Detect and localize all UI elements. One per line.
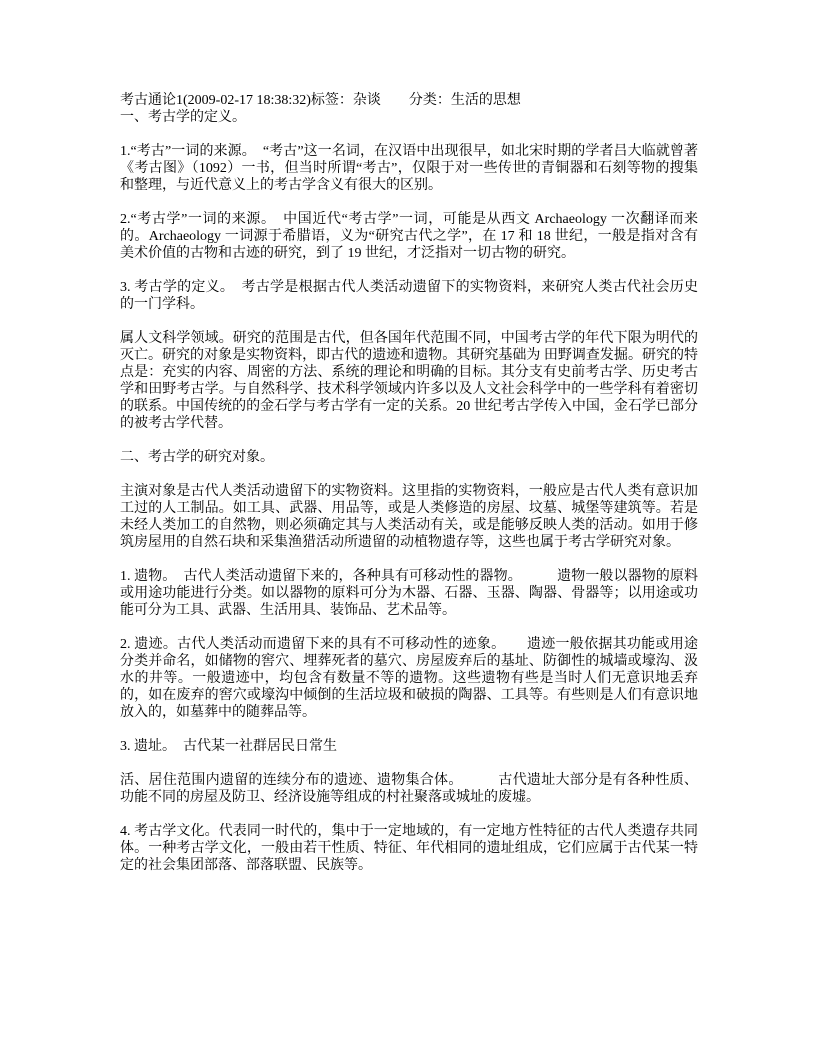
paragraph: 3. 遗址。 古代某一社群居民日常生 (120, 739, 337, 754)
paragraph: 2.“考古学”一词的来源。 中国近代“考古学”一词，可能是从西文 Archaeology 一次翻译而来的。Archaeology 一词源于希腊语，义为“研究古代之学”，在 17 和 18 世纪，一般是指对含有美术价值的古物和古迹的研究，到了 19 世纪，才泛指对一切古物的研究。 (120, 212, 698, 261)
section-heading: 一、考古学的定义。 (120, 110, 246, 125)
paragraph: 1. 遗物。 古代人类活动遗留下来的，各种具有可移动性的器物。 遗物一般以器物的原料或用途功能进行分类。如以器物的原料可分为木器、石器、玉器、陶器、骨器等；以用途或功能可分为工具、武器、生活用具、装饰品、艺术品等。 (120, 569, 698, 618)
section-heading: 二、考古学的研究对象。 (120, 450, 274, 465)
paragraph: 活、居住范围内遗留的连续分布的遗迹、遗物集合体。 古代遗址大部分是有各种性质、功能不同的房屋及防卫、经济设施等组成的村社聚落或城址的废墟。 (120, 773, 698, 805)
paragraph: 3. 考古学的定义。 考古学是根据古代人类活动遗留下的实物资料，来研究人类古代社会历史的一门学科。 (120, 280, 698, 312)
paragraph: 1.“考古”一词的来源。 “考古”这一名词，在汉语中出现很早，如北宋时期的学者吕大临就曾著《考古图》（1092）一书，但当时所谓“考古”，仅限于对一些传世的青铜器和石刻等物的搜集和整理，与近代意义上的考古学含义有很大的区别。 (120, 144, 698, 193)
paragraph: 主演对象是古代人类活动遗留下的实物资料。这里指的实物资料，一般应是古代人类有意识加工过的人工制品。如工具、武器、用品等，或是人类修造的房屋、坟墓、城堡等建筑等。若是未经人类加工的自然物，则必须确定其与人类活动有关，或是能够反映人类的活动。如用于修筑房屋用的自然石块和采集渔猎活动所遗留的动植物遗存等，这些也属于考古学研究对象。 (120, 484, 698, 550)
paragraph: 2. 遗迹。古代人类活动而遗留下来的具有不可移动性的迹象。 遗迹一般依据其功能或用途分类并命名，如储物的窖穴、埋葬死者的墓穴、房屋废弃后的基址、防御性的城墙或壕沟、汲水的井等。一般遗迹中，均包含有数量不等的遗物。这些遗物有些是当时人们无意识地丢弃的，如在废弃的窖穴或壕沟中倾倒的生活垃圾和破损的陶器、工具等。有些则是人们有意识地放入的，如墓葬中的随葬品等。 (120, 637, 698, 720)
paragraph: 4. 考古学文化。代表同一时代的，集中于一定地域的，有一定地方性特征的古代人类遗存共同体。一种考古学文化，一般由若干性质、特征、年代相同的遗址组成，它们应属于古代某一特定的社会集团部落、部落联盟、民族等。 (120, 824, 698, 873)
paragraph: 属人文科学领域。研究的范围是古代，但各国年代范围不同，中国考古学的年代下限为明代的灭亡。研究的对象是实物资料，即古代的遗迹和遗物。其研究基础为 田野调查发掘。研究的特点是：充实的内容、周密的方法、系统的理论和明确的目标。其分支有史前考古学、历史考古学和田野考古学。与自然科学、技术科学领域内许多以及人文社会科学中的一些学科有着密切的联系。中国传统的的金石学与考古学有一定的关系。20 世纪考古学传入中国，金石学已部分的被考古学代替。 (120, 331, 698, 431)
document-header: 考古通论1(2009-02-17 18:38:32)标签：杂谈 分类：生活的思想 (120, 93, 521, 108)
